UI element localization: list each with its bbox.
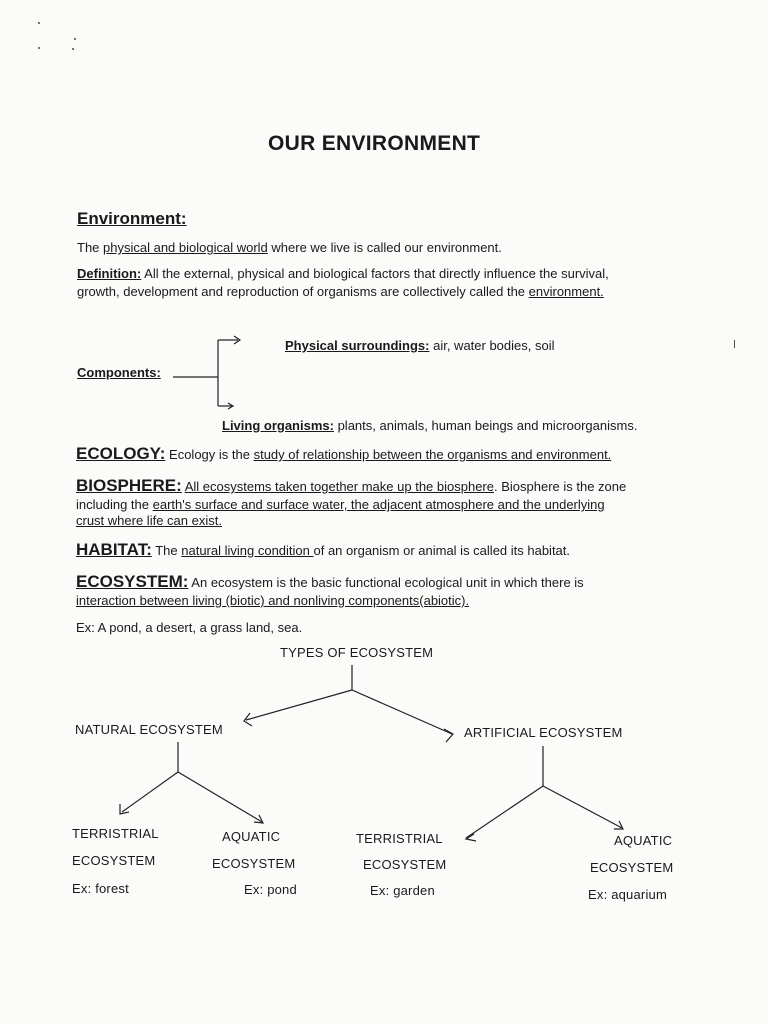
definition-label: Definition: xyxy=(77,266,142,281)
ecosystem-heading: ECOSYSTEM: xyxy=(76,572,189,591)
environment-line-pre: The xyxy=(77,240,104,255)
biosphere-underlined-1: All ecosystems taken together make up the biosphere xyxy=(184,479,494,494)
leaf-2-line-2: ECOSYSTEM xyxy=(212,856,296,871)
leaf-3-line-1: TERRISTRIAL xyxy=(356,831,443,846)
environment-line-underlined: physical and biological world xyxy=(103,240,268,255)
definition-text-2-underlined: environment. xyxy=(528,284,604,299)
biosphere-text-2: including the xyxy=(76,497,153,512)
branch-terr-1 xyxy=(122,772,178,812)
tree-artificial: ARTIFICIAL ECOSYSTEM xyxy=(464,725,623,740)
living-organisms-text: plants, animals, human beings and microorganisms. xyxy=(333,418,638,433)
branch-aquatic-1 xyxy=(178,772,262,822)
branch-artificial xyxy=(352,690,452,734)
ecology-text: Ecology is the xyxy=(165,447,254,462)
page-title: OUR ENVIRONMENT xyxy=(268,132,481,155)
habitat-heading: HABITAT: xyxy=(76,540,152,559)
leaf-4-line-1: AQUATIC xyxy=(614,833,673,848)
leaf-1-line-2: ECOSYSTEM xyxy=(72,853,156,868)
physical-surroundings-label: Physical surroundings: xyxy=(285,338,430,353)
ecology-heading: ECOLOGY: xyxy=(76,444,166,463)
leaf-4-example: Ex: aquarium xyxy=(588,887,667,902)
habitat-text-pre: The xyxy=(151,543,182,558)
environment-heading: Environment: xyxy=(77,209,187,228)
ecosystem-text-1: An ecosystem is the basic functional ecological unit in which there is xyxy=(188,575,584,590)
habitat-text-post: of an organism or animal is called its habitat. xyxy=(313,543,571,558)
biosphere-line-3: crust where life can exist. xyxy=(76,513,222,528)
definition-text-1: All the external, physical and biological factors that directly influence the survival, xyxy=(141,266,609,281)
biosphere-text-1: . Biosphere is the zone xyxy=(494,479,627,494)
biosphere-heading: BIOSPHERE: xyxy=(76,476,182,495)
environment-line-post: where we live is called our environment. xyxy=(267,240,502,255)
leaf-4-line-2: ECOSYSTEM xyxy=(590,860,674,875)
leaf-1-example: Ex: forest xyxy=(72,881,129,896)
ecosystem-example: Ex: A pond, a desert, a grass land, sea. xyxy=(76,620,303,635)
leaf-2-line-1: AQUATIC xyxy=(222,829,281,844)
tree-natural: NATURAL ECOSYSTEM xyxy=(75,722,223,737)
leaf-3-line-2: ECOSYSTEM xyxy=(363,857,447,872)
habitat-underlined: natural living condition xyxy=(181,543,314,558)
tree-root: TYPES OF ECOSYSTEM xyxy=(280,645,434,660)
leaf-3-example: Ex: garden xyxy=(370,883,435,898)
ecology-underlined: study of relationship between the organisms and environment. xyxy=(253,447,612,462)
branch-terr-2 xyxy=(466,786,543,838)
leaf-1-line-1: TERRISTRIAL xyxy=(72,826,159,841)
living-organisms-label: Living organisms: xyxy=(222,418,334,433)
ecosystem-line-2: interaction between living (biotic) and nonliving components(abiotic). xyxy=(76,593,470,608)
branch-natural xyxy=(246,690,352,720)
definition-text-2: growth, development and reproduction of organisms are collectively called the xyxy=(77,284,529,299)
physical-surroundings-text: air, water bodies, soil xyxy=(429,338,555,353)
biosphere-underlined-2: earth's surface and surface water, the adjacent atmosphere and the underlying xyxy=(152,497,605,512)
arrow-head xyxy=(120,804,129,814)
leaf-2-example: Ex: pond xyxy=(244,882,297,897)
components-label: Components: xyxy=(77,365,161,380)
branch-aquatic-2 xyxy=(543,786,622,828)
